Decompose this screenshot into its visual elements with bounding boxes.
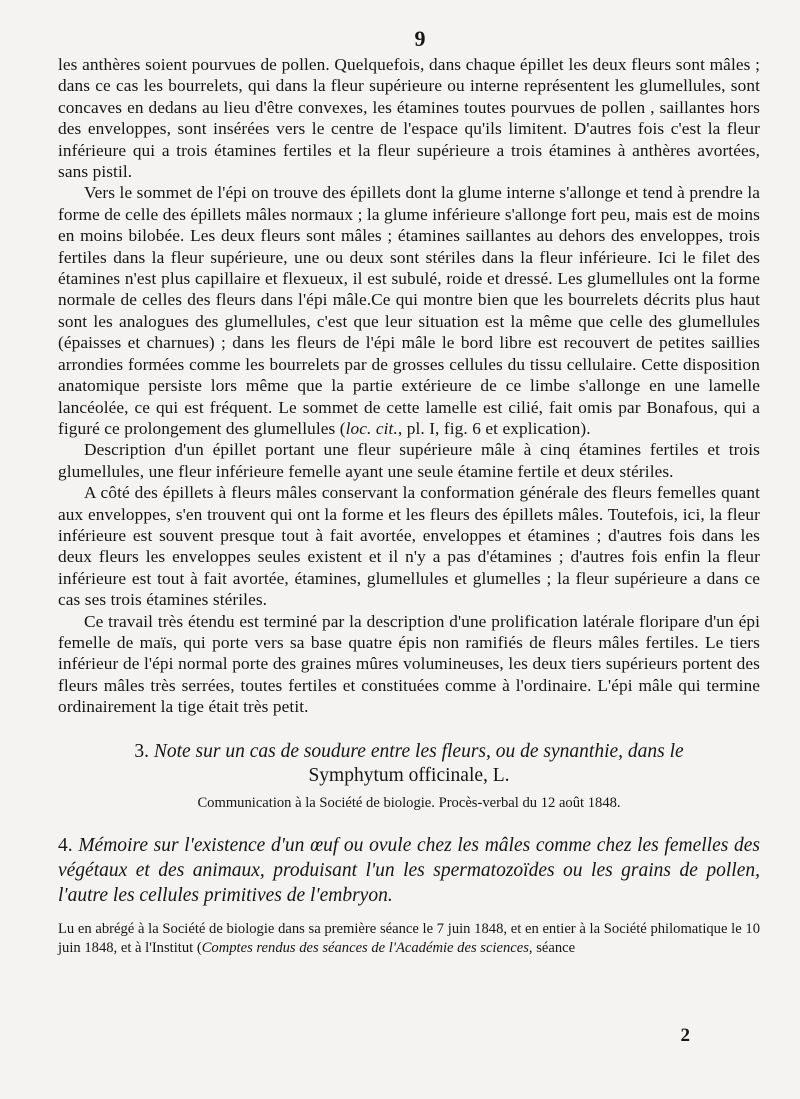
section-3-number: 3.: [134, 740, 149, 762]
section-4-title: [58, 833, 760, 908]
citation-italic: loc. cit.: [345, 418, 398, 438]
section-4-meta: [58, 920, 760, 959]
paragraph-2: Vers le sommet de l'épi on trouve des épillets dont la glume interne s'allonge et tend à prendre la forme de celle des épillets mâles normaux ; la glume inférieure s'allonge fort peu, mais est de moins en moins bilobée. Les deux fleurs sont mâles ; étamines saillantes au dehors des enveloppes, trois fertiles dans la fleur supérieure, une ou deux sont stériles dans la fleur inférieure. Ici le filet des étamines n'est plus capillaire et flexueux, il est subulé, roide et dressé. Les glumellules ont la forme normale de celles des fleurs dans l'épi mâle.Ce qui montre bien que les bourrelets décrits plus haut sont les analogues des glumellules, c'est que leur situation est la même que celle des glumellules (épaisses et charnues) ; dans les fleurs de l'épi mâle le bord libre est recouvert de petites saillies arrondies formées comme les bourrelets par de grosses cellules du tissu cellulaire. Cette disposition anatomique persiste lors même que la partie extérieure de ce limbe s'allonge en une lamelle lancéolée, ce qui est fréquent. Le sommet de cette lamelle est cilié, fait omis par Bonafous, qui a figuré ce prolongement des glumellules (loc. cit., pl. I, fig. 6 et explication).: [58, 183, 760, 438]
section-3: [58, 740, 760, 813]
section-3-meta: Communication à la Société de biologie. Procès-verbal du 12 août 1848.: [197, 794, 621, 811]
paragraph-5: Ce travail très étendu est terminé par la description d'une prolification latérale floripare d'un épi femelle de maïs, qui porte vers sa base quatre épis non ramifiés de fleurs mâles fertiles. Le tiers inférieur de l'épi normal porte des graines mûres volumineuses, les deux tiers supérieurs portent des fleurs mâles très serrées, toutes fertiles et constituées comme à l'ordinaire. L'épi mâle qui termine ordinairement la tige était très petit.: [58, 611, 760, 717]
paragraph-1: les anthères soient pourvues de pollen. Quelquefois, dans chaque épillet les deux fleurs sont mâles ; dans ce cas les bourrelets, qui dans la fleur supérieure ou interne représentent les glumellules, sont concaves en dedans au lieu d'être convexes, les étamines toutes pourvues de pollen , saillantes hors des enveloppes, sont insérées vers le centre de l'espace qu'ils limitent. D'autres fois c'est la fleur inférieure qui a trois étamines fertiles et la fleur supérieure a trois étamines à anthères avortées, sans pistil.: [58, 55, 760, 182]
paragraph-2-text: Vers le sommet de l'épi on trouve des épillets dont la glume interne s'allonge et tend à prendre la forme de celle des épillets mâles normaux ; la glume inférieure s'allonge fort peu, mais est de moins en moins bilobée. Les deux fleurs sont mâles ; étamines saillantes au dehors des enveloppes, trois fertiles dans la fleur supérieure, une ou deux sont stériles dans la fleur inférieure. Ici le filet des étamines n'est plus capillaire et flexueux, il est subulé, roide et dressé. Les glumellules ont la forme normale de celles des fleurs dans l'épi mâle.Ce qui montre bien que les bourrelets décrits plus haut sont les analogues des glumellules, c'est que leur situation est la même que celle des glumellules (épaisses et charnues) ; dans les fleurs de l'épi mâle le bord libre est recouvert de petites saillies arrondies formées comme les bourrelets par de grosses cellules du tissu cellulaire. Cette disposition anatomique persiste lors même que la partie extérieure de ce limbe s'allonge en une lamelle lancéolée, ce qui est fréquent. Le sommet de cette lamelle est cilié, fait omis par Bonafous, qui a figuré ce prolongement des glumellules: [58, 183, 760, 438]
paragraph-3: Description d'un épillet portant une fleur supérieure mâle à cinq étamines fertiles et trois glumellules, une fleur inférieure femelle ayant une seule étamine fertile et deux stériles.: [58, 440, 760, 481]
page-number: 9: [414, 26, 426, 51]
section-3-title: [58, 740, 760, 788]
section-4-title-italic: Mémoire sur l'existence d'un œuf ou ovule chez les mâles comme chez les femelles des végétaux et des animaux, produisant l'un les spermatozoïdes ou les grains de pollen, l'autre les cellules primitives de l'embryon.: [58, 834, 760, 906]
section-4-meta-pre: Lu en abrégé à la Société de biologie dans sa première séance le 7 juin 1848, et en entier à la Société philomatique le 10 juin 1848, et à l'Institut (: [58, 920, 760, 957]
signature-mark: 2: [680, 1025, 690, 1046]
citation-rest: , pl. I, fig. 6 et explication).: [397, 418, 591, 438]
section-3-title-italic: Note sur un cas de soudure entre les fleurs, ou de synanthie, dans le: [153, 740, 684, 762]
section-4-number: 4.: [58, 834, 73, 856]
section-4-meta-italic: Comptes rendus des séances de l'Académie des sciences: [201, 940, 529, 957]
section-3-title-line2: Symphytum officinale, L.: [308, 764, 510, 786]
paragraph-4: A côté des épillets à fleurs mâles conservant la conformation générale des fleurs femelles quant aux enveloppes, s'en trouvent qui ont la forme et les fleurs des épillets mâles. Toutefois, ici, la fleur inférieure est souvent presque tout à fait avortée, enveloppes et étamines ; d'autres fois dans les deux fleurs les enveloppes seules existent et il n'y a pas d'étamines ; d'autres fois enfin la fleur inférieure est tout à fait avortée, étamines, glumellules et glumelles ; la fleur supérieure a dans ce cas ses trois étamines stériles.: [58, 483, 760, 610]
section-4-meta-post: , séance: [528, 940, 576, 957]
